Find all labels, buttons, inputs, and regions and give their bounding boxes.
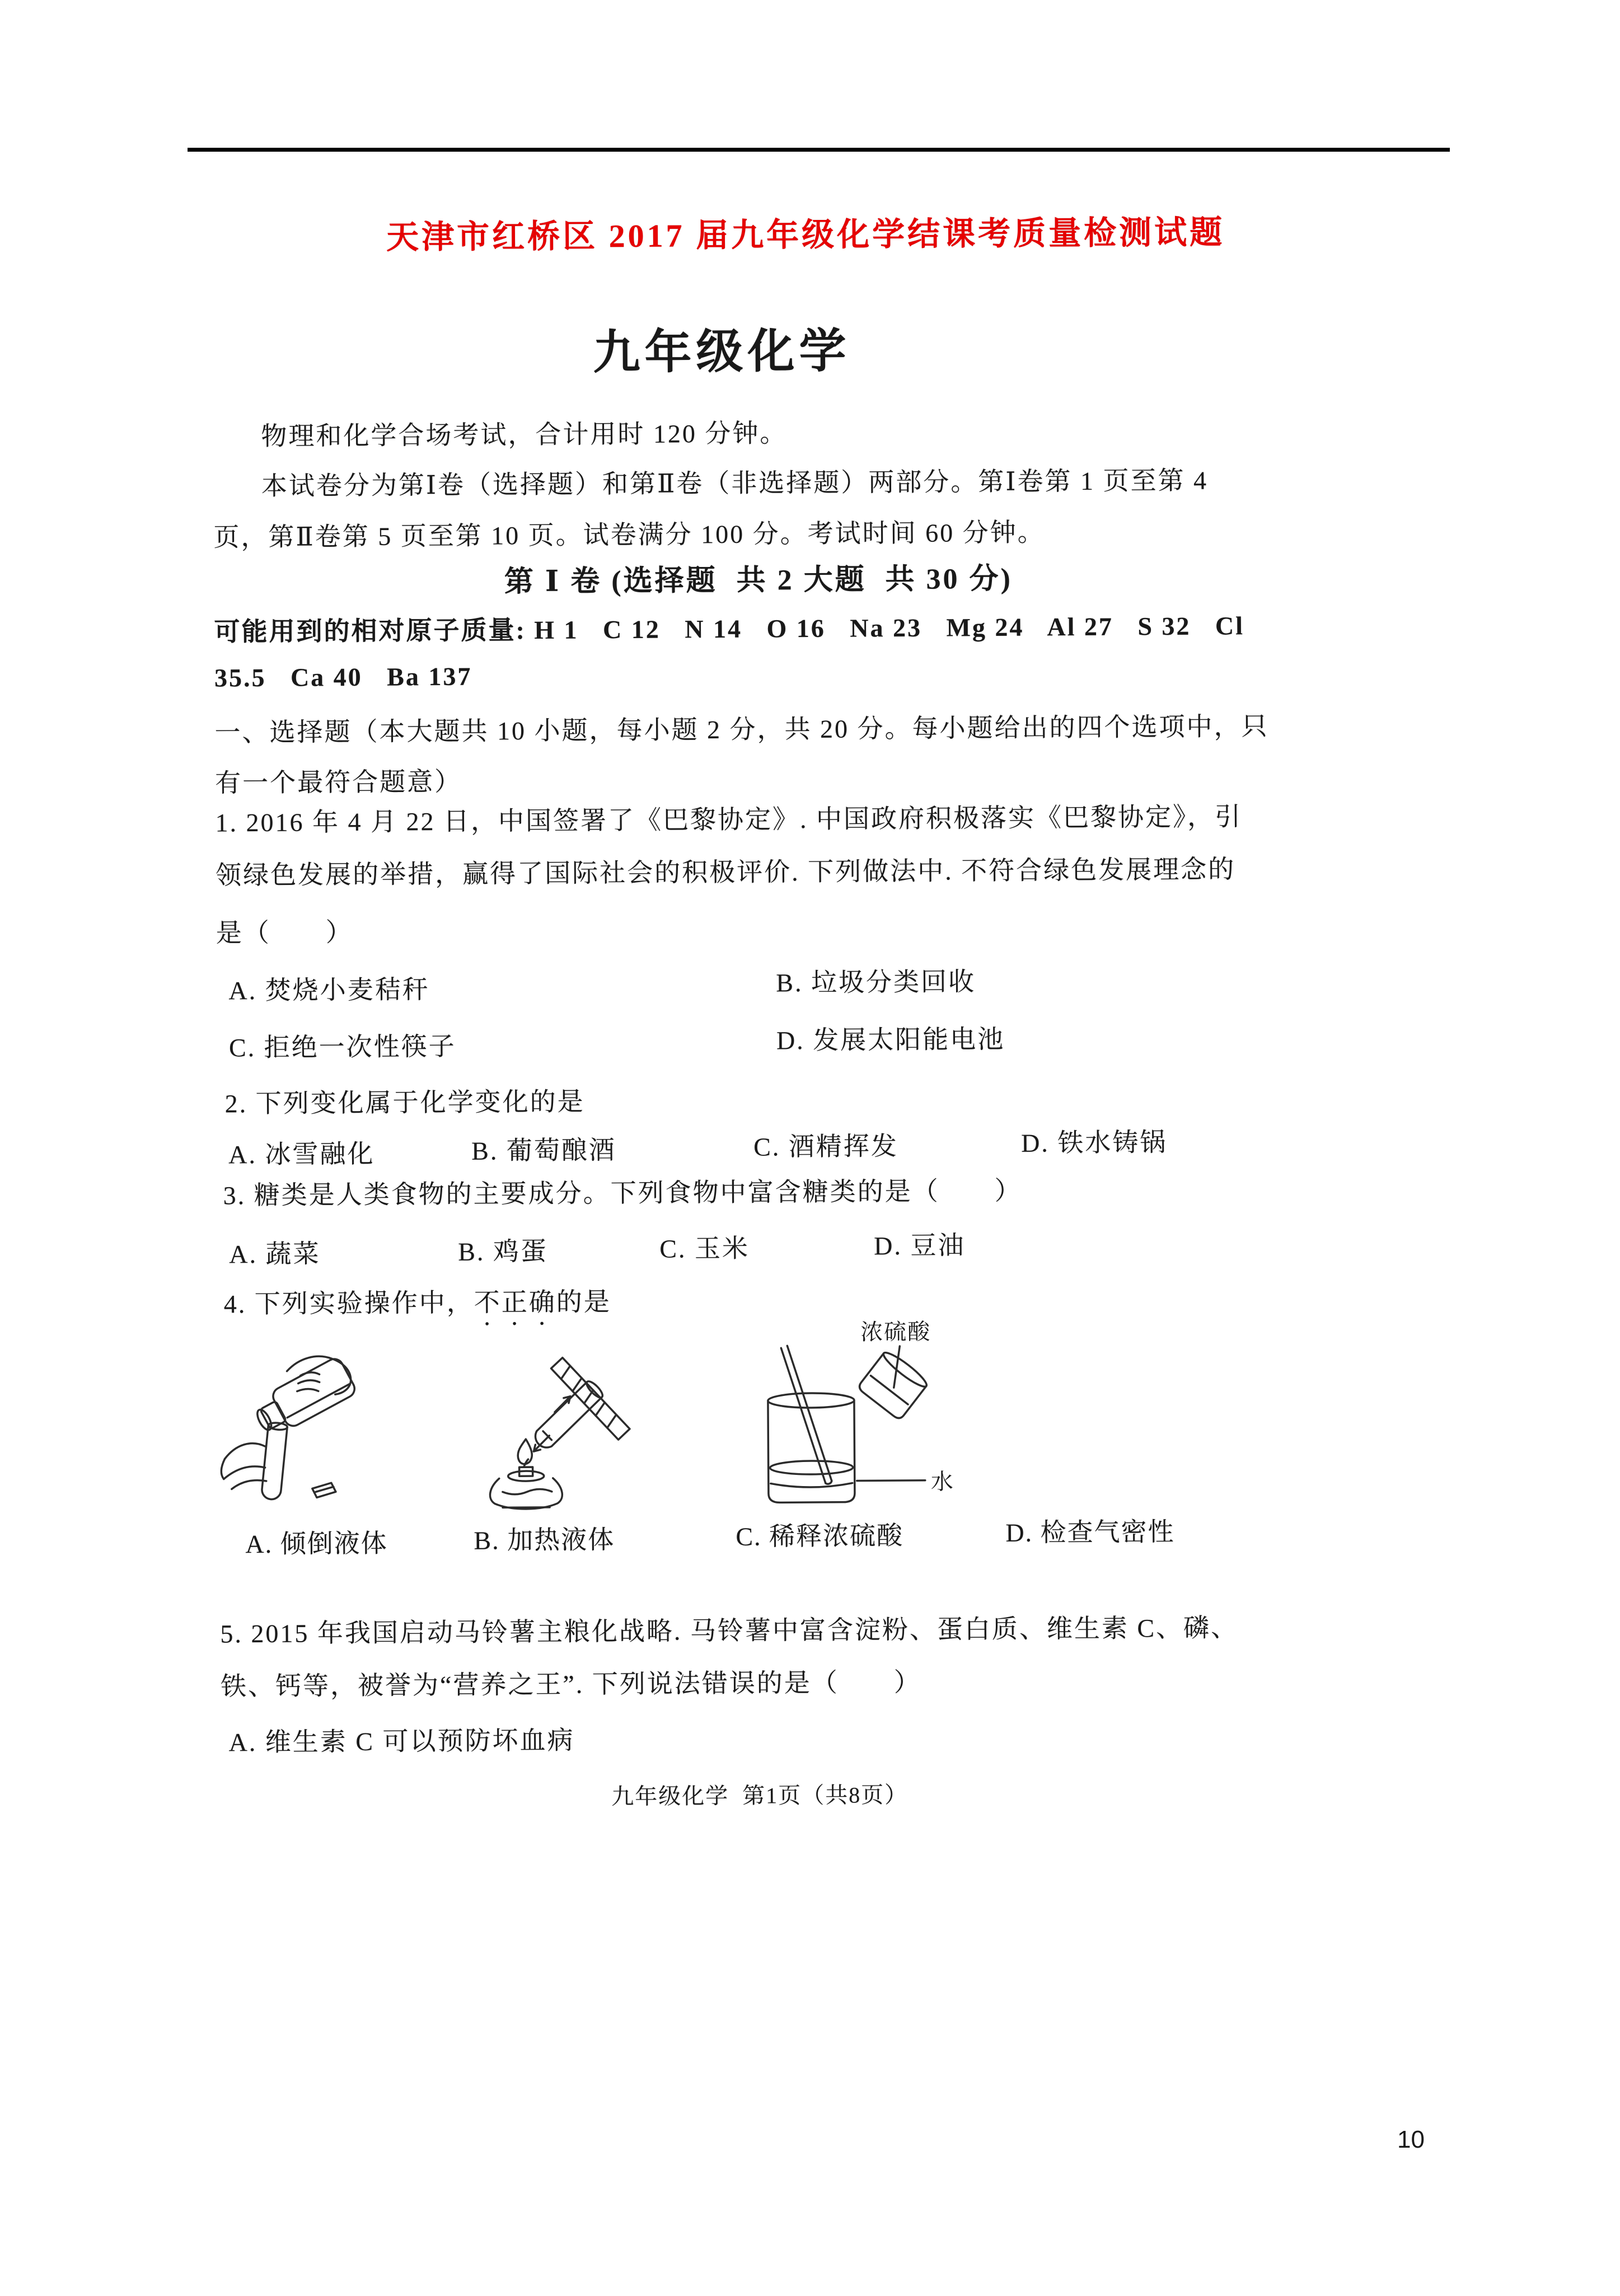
section1-heading: 第 Ⅰ 卷 (选择题 共 2 大题 共 30 分) [504, 563, 1013, 598]
q2-option-b: B. 葡萄酿酒 [471, 1136, 617, 1165]
reagent-bottle-icon [250, 1356, 358, 1440]
q3-stem: 3. 糖类是人类食物的主要成分。下列食物中富含糖类的是（ ） [223, 1176, 1022, 1210]
q4-caption-c: C. 稀释浓硫酸 [736, 1521, 904, 1551]
q4-stem [224, 1281, 612, 1332]
flame-icon [518, 1439, 532, 1464]
q2-option-c: C. 酒精挥发 [753, 1132, 898, 1161]
q4-stem-emphasis: 不正确 [474, 1287, 556, 1317]
q2-option-d: D. 铁水铸锅 [1020, 1128, 1168, 1158]
figure-heating-liquid [439, 1328, 653, 1525]
q4-caption-d: D. 检查气密性 [1005, 1517, 1175, 1547]
intro-line-2: 本试卷分为第Ⅰ卷（选择题）和第Ⅱ卷（非选择题）两部分。第Ⅰ卷第 1 页至第 4 [261, 466, 1209, 500]
glass-rod-icon [781, 1346, 832, 1484]
q1-option-b: B. 垃圾分类回收 [776, 967, 976, 997]
q5-stem-line-1: 5. 2015 年我国启动马铃薯主粮化战略. 马铃薯中富含淀粉、蛋白质、维生素 C、磷、 [220, 1613, 1239, 1648]
water-label: 水 [930, 1469, 954, 1494]
intro-line-1: 物理和化学合场考试，合计用时 120 分钟。 [261, 419, 788, 451]
holding-hand-icon [221, 1444, 266, 1489]
q5-stem-line-2: 铁、钙等，被誉为“营养之王”. 下列说法错误的是（ ） [220, 1667, 921, 1701]
q3-option-a: A. 蔬菜 [229, 1239, 321, 1269]
q4-caption-a: A. 倾倒液体 [245, 1529, 388, 1559]
water-label-line [857, 1480, 925, 1481]
q1-stem-line-3: 是（ ） [216, 918, 353, 948]
q4-stem-prefix: 4. 下列实验操作中， [223, 1288, 474, 1319]
exam-title: 九年级化学 [593, 325, 851, 379]
q4-stem-suffix: 的是 [556, 1287, 611, 1316]
atomic-masses-line-2: 35.5 Ca 40 Ba 137 [214, 662, 472, 692]
q2-stem: 2. 下列变化属于化学变化的是 [224, 1087, 585, 1118]
q1-stem-line-1: 1. 2016 年 4 月 22 日，中国签署了《巴黎协定》. 中国政府积极落实《巴黎协定》，引 [215, 802, 1243, 837]
q3-option-d: D. 豆油 [874, 1231, 966, 1261]
q4-caption-b: B. 加热液体 [474, 1525, 615, 1555]
choice-instruction-line-1: 一、选择题（本大题共 10 小题，每小题 2 分，共 20 分。每小题给出的四个选项中，只 [214, 712, 1269, 747]
sheet-footer: 九年级化学 第1页（共8页） [611, 1782, 909, 1810]
q3-option-b: B. 鸡蛋 [458, 1236, 549, 1266]
q1-option-a: A. 焚烧小麦秸秆 [228, 975, 430, 1005]
figure-diluting-acid [727, 1314, 969, 1520]
alcohol-lamp-icon [490, 1439, 563, 1510]
atomic-masses-line-1: 可能用到的相对原子质量: H 1 C 12 N 14 O 16 Na 23 Mg 24 Al 27 S 32 Cl [214, 611, 1245, 646]
choice-instruction-line-2: 有一个最符合题意） [214, 767, 462, 798]
stopper-icon [312, 1483, 336, 1497]
figure-pouring-liquid [215, 1341, 395, 1521]
page-number: 10 [1397, 2126, 1425, 2153]
q1-option-c: C. 拒绝一次性筷子 [228, 1032, 456, 1062]
q1-stem-line-2: 领绿色发展的举措，赢得了国际社会的积极评价. 下列做法中. 不符合绿色发展理念的 [215, 855, 1236, 890]
intro-line-3: 页，第Ⅱ卷第 5 页至第 10 页。试卷满分 100 分。考试时间 60 分钟。 [213, 518, 1045, 552]
acid-label: 浓硫酸 [860, 1319, 931, 1345]
test-tube-icon [261, 1422, 287, 1501]
q5-option-a: A. 维生素 C 可以预防坏血病 [228, 1726, 575, 1757]
beaker-icon [768, 1393, 855, 1503]
q1-option-d: D. 发展太阳能电池 [776, 1024, 1005, 1055]
q3-option-c: C. 玉米 [659, 1234, 750, 1263]
doc-title: 天津市红桥区 2017 届九年级化学结课考质量检测试题 [386, 214, 1225, 256]
q2-option-a: A. 冰雪融化 [228, 1139, 375, 1169]
